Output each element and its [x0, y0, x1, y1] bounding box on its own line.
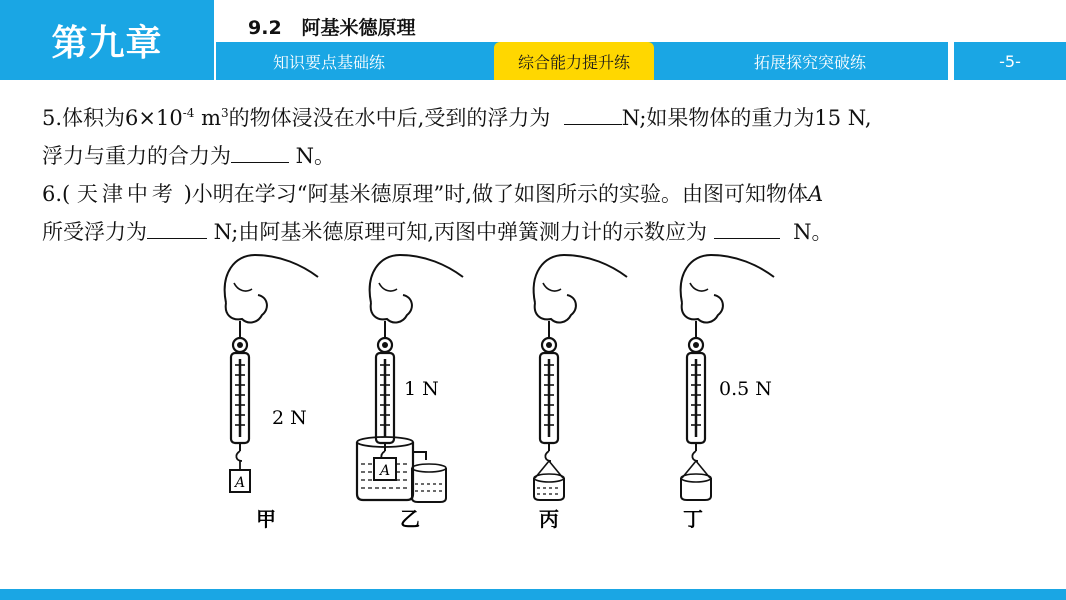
chapter-title: 第九章: [51, 22, 163, 64]
scale-bing: [534, 255, 627, 531]
tab-extension-exploration[interactable]: 拓展探究突破练: [753, 52, 866, 72]
footer-bar: [0, 589, 1066, 600]
reading-jia: 2 N: [272, 407, 307, 429]
caption-bing: 丙: [539, 507, 559, 531]
tab-ability-improvement[interactable]: 综合能力提升练: [494, 42, 654, 80]
block-label: A: [379, 463, 391, 479]
scale-jia: [225, 255, 318, 531]
tab-basic-practice[interactable]: 知识要点基础练: [272, 52, 385, 72]
section-name: 阿基米德原理: [301, 17, 416, 39]
question-source: 天津中考: [76, 182, 177, 206]
scale-ding: [681, 255, 774, 531]
q6-line1: 6.( 天津中考 )小明在学习“阿基米德原理”时,做了如图所示的实验。由图可知物体A: [42, 182, 824, 206]
caption-jia: 甲: [256, 507, 276, 531]
q6-line2: 所受浮力为 N;由阿基米德原理可知,丙图中弹簧测力计的示数应为 N。: [42, 220, 833, 244]
block-label: A: [234, 475, 246, 491]
caption-ding: 丁: [683, 507, 703, 531]
reading-yi: 1 N: [404, 378, 439, 400]
page-number: -5-: [954, 42, 1066, 80]
q5-line2: 浮力与重力的合力为 N。: [42, 144, 336, 168]
reading-ding: 0.5 N: [719, 378, 772, 400]
q5-line1: 5.体积为$6\times 10^{-4}$ $m^3$的物体浸没在水中后,受到的浮力为 N;如果物体的重力为15 N,: [42, 106, 872, 130]
section-number: 9.2: [248, 17, 282, 39]
caption-yi: 乙: [400, 507, 420, 531]
scale-yi: [357, 255, 463, 531]
